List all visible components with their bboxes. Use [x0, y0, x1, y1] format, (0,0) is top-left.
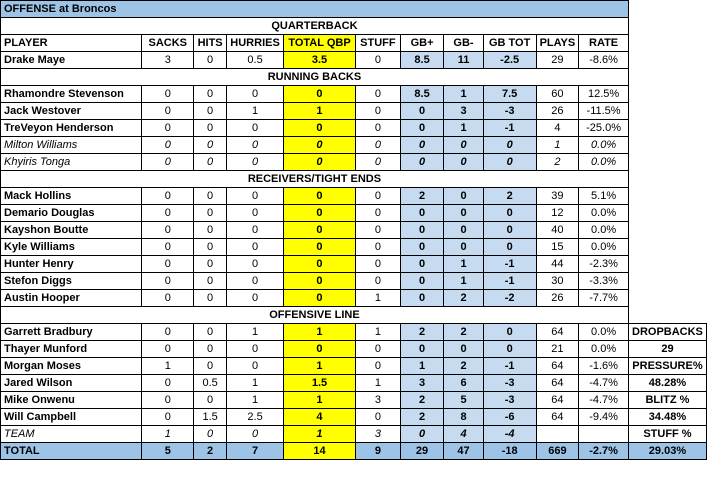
stat-cell: 0 [284, 341, 356, 358]
stat-cell: 0 [227, 137, 284, 154]
section-row-ol [1, 307, 707, 324]
stat-cell: 0 [194, 154, 227, 171]
stat-cell: 0 [194, 137, 227, 154]
stat-cell: 0 [284, 290, 356, 307]
stat-cell: 0 [194, 358, 227, 375]
player-row [1, 273, 707, 290]
stat-cell: 0 [142, 324, 194, 341]
stat-cell: 0 [194, 324, 227, 341]
stat-cell: 64 [536, 392, 579, 409]
stat-cell: 0 [142, 341, 194, 358]
stat-cell [579, 426, 629, 443]
title-row [1, 1, 707, 18]
player-name: Kyle Williams [1, 239, 142, 256]
stat-cell: 0 [355, 205, 400, 222]
stat-cell: -3 [483, 375, 536, 392]
stat-cell: 0 [444, 137, 483, 154]
total-row [1, 443, 707, 460]
stat-cell: 0 [142, 222, 194, 239]
side-panel-cell: BLITZ % [628, 392, 706, 409]
stat-cell: 0.0% [579, 222, 629, 239]
player-row [1, 392, 707, 409]
stat-cell: 0 [355, 86, 400, 103]
stat-cell: 2.5 [227, 409, 284, 426]
stat-cell: 0 [444, 341, 483, 358]
stat-cell: 0 [227, 341, 284, 358]
stat-cell: 0 [355, 52, 400, 69]
stat-cell: -2.3% [579, 256, 629, 273]
stat-cell: 29 [536, 52, 579, 69]
column-header: GB TOT [483, 35, 536, 52]
player-row [1, 239, 707, 256]
total-cell: -2.7% [579, 443, 629, 460]
stat-cell: 0 [483, 205, 536, 222]
stat-cell: 1 [284, 358, 356, 375]
player-row [1, 341, 707, 358]
stat-cell: 1 [444, 120, 483, 137]
player-name: Kayshon Boutte [1, 222, 142, 239]
stat-cell: 1 [355, 375, 400, 392]
stat-cell: 0 [227, 205, 284, 222]
stat-cell: 0 [227, 256, 284, 273]
stat-cell: 1 [444, 86, 483, 103]
player-row [1, 358, 707, 375]
stat-cell: 0 [142, 256, 194, 273]
stat-cell: 0 [355, 222, 400, 239]
stat-cell: 2 [400, 188, 443, 205]
stat-cell: 0 [227, 290, 284, 307]
stat-cell: 0 [284, 120, 356, 137]
stat-cell: 0 [142, 409, 194, 426]
stat-cell: 0 [142, 392, 194, 409]
side-panel-cell: DROPBACKS [628, 324, 706, 341]
stat-cell: 0 [284, 256, 356, 273]
stat-cell: 0 [142, 188, 194, 205]
stat-cell: 0 [284, 188, 356, 205]
player-name: Drake Maye [1, 52, 142, 69]
stat-cell: -1 [483, 256, 536, 273]
stat-cell: 0 [194, 426, 227, 443]
stat-cell: 0 [355, 239, 400, 256]
stat-cell: -8.6% [579, 52, 629, 69]
player-row [1, 205, 707, 222]
stat-cell: 8.5 [400, 52, 443, 69]
stat-cell: 0 [355, 103, 400, 120]
stat-cell: 64 [536, 409, 579, 426]
stat-cell: 0 [194, 188, 227, 205]
stat-cell: 0 [444, 222, 483, 239]
player-name: Milton Williams [1, 137, 142, 154]
stat-cell: 0.0% [579, 137, 629, 154]
stat-cell: 0 [355, 256, 400, 273]
stat-cell: 1 [227, 324, 284, 341]
column-header: PLAYS [536, 35, 579, 52]
stat-cell: 0 [400, 205, 443, 222]
stat-cell: 0 [227, 154, 284, 171]
header-row [1, 35, 707, 52]
player-name: Jared Wilson [1, 375, 142, 392]
stat-cell: 0 [400, 239, 443, 256]
stat-cell: -1 [483, 120, 536, 137]
stat-cell: 0.5 [227, 52, 284, 69]
stat-cell: -25.0% [579, 120, 629, 137]
stat-cell: 0 [227, 358, 284, 375]
stat-cell: 0 [355, 273, 400, 290]
column-header: GB+ [400, 35, 443, 52]
total-cell: 9 [355, 443, 400, 460]
stat-cell: 0 [142, 86, 194, 103]
stat-cell: -1 [483, 273, 536, 290]
stat-cell: 26 [536, 290, 579, 307]
total-cell: 29 [400, 443, 443, 460]
stat-cell: 2 [400, 392, 443, 409]
stat-cell: 0.0% [579, 341, 629, 358]
stat-cell: -6 [483, 409, 536, 426]
stat-cell: 4 [536, 120, 579, 137]
stat-cell: 0 [444, 188, 483, 205]
stat-cell: 0 [194, 392, 227, 409]
stat-cell: -9.4% [579, 409, 629, 426]
player-name: TEAM [1, 426, 142, 443]
stat-cell [536, 426, 579, 443]
stat-cell: 0.0% [579, 205, 629, 222]
player-row [1, 120, 707, 137]
stat-cell: 0 [284, 137, 356, 154]
stat-cell: 0 [400, 103, 443, 120]
stat-cell: 12 [536, 205, 579, 222]
stat-cell: 1 [227, 103, 284, 120]
player-name: Thayer Munford [1, 341, 142, 358]
stat-cell: -3 [483, 392, 536, 409]
column-header: PLAYER [1, 35, 142, 52]
stat-cell: 64 [536, 324, 579, 341]
column-header: STUFF [355, 35, 400, 52]
stat-cell: 0 [284, 273, 356, 290]
stat-cell: 21 [536, 341, 579, 358]
stat-cell: 0 [483, 137, 536, 154]
stat-cell: 0.0% [579, 154, 629, 171]
stat-cell: 0 [142, 137, 194, 154]
stat-cell: -4.7% [579, 392, 629, 409]
stat-cell: 1 [284, 324, 356, 341]
stat-cell: 5.1% [579, 188, 629, 205]
total-cell: 669 [536, 443, 579, 460]
side-panel-cell: PRESSURE% [628, 358, 706, 375]
stat-cell: 0 [400, 256, 443, 273]
total-cell: 14 [284, 443, 356, 460]
stat-cell: 0 [284, 239, 356, 256]
stat-cell: 0 [227, 86, 284, 103]
player-row [1, 52, 707, 69]
stat-cell: 3 [355, 392, 400, 409]
stat-cell: 64 [536, 358, 579, 375]
stat-cell: -7.7% [579, 290, 629, 307]
stat-cell: 0 [483, 324, 536, 341]
stat-cell: 0 [483, 239, 536, 256]
stat-cell: 1 [284, 392, 356, 409]
column-header: GB- [444, 35, 483, 52]
stat-cell: 12.5% [579, 86, 629, 103]
stat-cell: -1.6% [579, 358, 629, 375]
stat-cell: 44 [536, 256, 579, 273]
stat-cell: 0 [194, 239, 227, 256]
total-cell: 5 [142, 443, 194, 460]
column-header: SACKS [142, 35, 194, 52]
stat-cell: 0 [142, 154, 194, 171]
stat-cell: 3 [444, 103, 483, 120]
stat-cell: 0 [355, 409, 400, 426]
section-row-qb [1, 18, 707, 35]
stat-cell: 0 [400, 341, 443, 358]
section-row-wr [1, 171, 707, 188]
stat-cell: 2 [444, 324, 483, 341]
stat-cell: -2 [483, 290, 536, 307]
stat-cell: 0 [194, 103, 227, 120]
stat-cell: 0 [444, 154, 483, 171]
stat-cell: 0 [194, 120, 227, 137]
stat-cell: 5 [444, 392, 483, 409]
stat-cell: 0 [483, 154, 536, 171]
player-row [1, 409, 707, 426]
stat-cell: 1 [444, 256, 483, 273]
stat-cell: 0.0% [579, 239, 629, 256]
stat-cell: 1 [284, 103, 356, 120]
side-panel-cell: 34.48% [628, 409, 706, 426]
stat-cell: 2 [444, 358, 483, 375]
stat-cell: 0.0% [579, 324, 629, 341]
stat-cell: 1 [444, 273, 483, 290]
stat-cell: -11.5% [579, 103, 629, 120]
player-name: Jack Westover [1, 103, 142, 120]
side-panel-cell: 29.03% [628, 443, 706, 460]
stat-cell: 2 [483, 188, 536, 205]
section-title: RUNNING BACKS [1, 69, 629, 86]
player-row [1, 290, 707, 307]
stat-cell: 0 [194, 222, 227, 239]
stat-cell: 3 [142, 52, 194, 69]
stat-cell: 0 [400, 273, 443, 290]
stat-cell: 0.5 [194, 375, 227, 392]
player-name: Mack Hollins [1, 188, 142, 205]
stat-cell: 1 [142, 426, 194, 443]
player-name: Khyiris Tonga [1, 154, 142, 171]
stat-cell: 0 [194, 52, 227, 69]
stat-cell: 2 [536, 154, 579, 171]
section-title: OFFENSIVE LINE [1, 307, 629, 324]
player-name: Demario Douglas [1, 205, 142, 222]
stat-cell: 0 [142, 239, 194, 256]
stat-cell: 11 [444, 52, 483, 69]
stat-cell: 0 [227, 188, 284, 205]
stat-cell: 1 [227, 375, 284, 392]
stat-cell: 2 [444, 290, 483, 307]
player-row [1, 222, 707, 239]
stat-cell: 39 [536, 188, 579, 205]
stat-cell: 0 [400, 137, 443, 154]
stat-cell: 0 [142, 120, 194, 137]
player-row [1, 188, 707, 205]
total-label: TOTAL [1, 443, 142, 460]
stat-cell: 0 [142, 103, 194, 120]
stat-cell: 1.5 [284, 375, 356, 392]
stat-cell: 1 [355, 324, 400, 341]
player-row [1, 324, 707, 341]
stat-cell: -3.3% [579, 273, 629, 290]
stat-cell: 0 [284, 154, 356, 171]
stat-cell: 0 [284, 222, 356, 239]
total-cell: 47 [444, 443, 483, 460]
section-title: QUARTERBACK [1, 18, 629, 35]
player-row [1, 375, 707, 392]
stat-cell: 3 [355, 426, 400, 443]
stat-cell: 4 [284, 409, 356, 426]
stat-cell: 1 [227, 392, 284, 409]
stat-cell: 1 [536, 137, 579, 154]
stat-cell: 0 [142, 205, 194, 222]
player-name: Rhamondre Stevenson [1, 86, 142, 103]
side-panel-cell: 48.28% [628, 375, 706, 392]
stat-cell: 1 [355, 290, 400, 307]
stat-cell: 0 [400, 426, 443, 443]
stat-cell: 0 [194, 273, 227, 290]
stat-cell: 0 [400, 154, 443, 171]
section-row-rb [1, 69, 707, 86]
player-name: Stefon Diggs [1, 273, 142, 290]
stat-cell: 1 [284, 426, 356, 443]
stat-cell: 0 [355, 341, 400, 358]
stat-cell: 0 [400, 222, 443, 239]
stat-cell: 6 [444, 375, 483, 392]
table-title: OFFENSE at Broncos [1, 1, 629, 18]
stat-cell: 8.5 [400, 86, 443, 103]
player-name: Morgan Moses [1, 358, 142, 375]
stat-cell: 0 [400, 290, 443, 307]
stat-cell: 40 [536, 222, 579, 239]
stat-cell: 0 [227, 120, 284, 137]
stat-cell: 0 [194, 290, 227, 307]
section-title: RECEIVERS/TIGHT ENDS [1, 171, 629, 188]
player-row [1, 256, 707, 273]
player-row [1, 426, 707, 443]
stat-cell: 2 [400, 324, 443, 341]
stat-cell: 3 [400, 375, 443, 392]
stat-cell: 0 [483, 222, 536, 239]
column-header: HURRIES [227, 35, 284, 52]
stat-cell: 3.5 [284, 52, 356, 69]
total-cell: -18 [483, 443, 536, 460]
stat-cell: 0 [142, 290, 194, 307]
stat-cell: 0 [227, 273, 284, 290]
stat-cell: -4.7% [579, 375, 629, 392]
player-name: Hunter Henry [1, 256, 142, 273]
player-name: Austin Hooper [1, 290, 142, 307]
stat-cell: 7.5 [483, 86, 536, 103]
stat-cell: 0 [142, 273, 194, 290]
stat-cell: 0 [227, 239, 284, 256]
stat-cell: 0 [400, 120, 443, 137]
stat-cell: 0 [284, 86, 356, 103]
column-header: RATE [579, 35, 629, 52]
stat-cell: 8 [444, 409, 483, 426]
stat-cell: 26 [536, 103, 579, 120]
stat-cell: 0 [194, 205, 227, 222]
stat-cell: 2 [400, 409, 443, 426]
stat-cell: 64 [536, 375, 579, 392]
stat-cell: -3 [483, 103, 536, 120]
stat-cell: 0 [194, 341, 227, 358]
stat-cell: 60 [536, 86, 579, 103]
stat-cell: 0 [355, 358, 400, 375]
player-name: Garrett Bradbury [1, 324, 142, 341]
stat-cell: 0 [355, 137, 400, 154]
stat-cell: -2.5 [483, 52, 536, 69]
stat-cell: 0 [355, 188, 400, 205]
stat-cell: 1.5 [194, 409, 227, 426]
side-panel-cell: STUFF % [628, 426, 706, 443]
stat-cell: 0 [444, 205, 483, 222]
stat-cell: 1 [400, 358, 443, 375]
stat-cell: 0 [194, 86, 227, 103]
player-row [1, 86, 707, 103]
player-name: Will Campbell [1, 409, 142, 426]
total-cell: 2 [194, 443, 227, 460]
stat-cell: 30 [536, 273, 579, 290]
stat-cell: 0 [444, 239, 483, 256]
stat-cell: 0 [142, 375, 194, 392]
stat-cell: 1 [142, 358, 194, 375]
column-header: HITS [194, 35, 227, 52]
stat-cell: 0 [355, 154, 400, 171]
player-row [1, 103, 707, 120]
stat-cell: 0 [355, 120, 400, 137]
stat-cell: 0 [227, 426, 284, 443]
total-cell: 7 [227, 443, 284, 460]
side-panel-cell: 29 [628, 341, 706, 358]
stat-cell: -4 [483, 426, 536, 443]
stat-cell: 0 [227, 222, 284, 239]
column-header: TOTAL QBP [284, 35, 356, 52]
stat-cell: 0 [194, 256, 227, 273]
stat-cell: 4 [444, 426, 483, 443]
stat-cell: -1 [483, 358, 536, 375]
player-name: Mike Onwenu [1, 392, 142, 409]
player-row [1, 154, 707, 171]
stat-cell: 15 [536, 239, 579, 256]
stat-cell: 0 [483, 341, 536, 358]
player-row [1, 137, 707, 154]
player-name: TreVeyon Henderson [1, 120, 142, 137]
stat-cell: 0 [284, 205, 356, 222]
